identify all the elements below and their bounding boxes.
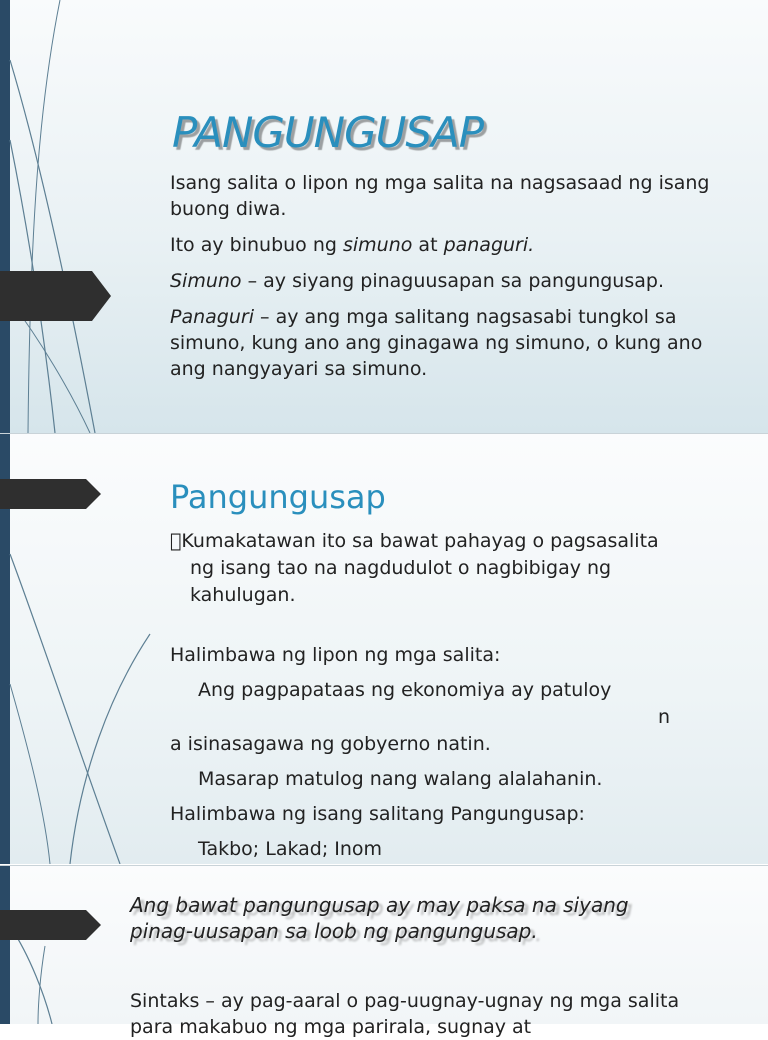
example-heading: Halimbawa ng isang salitang Pangungusap: [170,803,585,825]
slide-title: Pangungusap [170,478,386,516]
decorative-lines [0,0,140,433]
example-line: Ang pagpapataas ng ekonomiya ay patuloy [198,679,612,701]
quote-text: Ang bawat pangungusap ay may paksa na siyang pinag-uusapan sa loob ng pangungusap. [130,893,629,943]
text-span: – ay siyang pinaguusapan sa pangungusap. [241,270,664,292]
arrow-marker-icon [0,910,102,940]
text-span: at [412,234,444,256]
arrow-marker-icon [0,479,102,509]
slide-1 [0,0,768,433]
example-line: a isinasagawa ng gobyerno natin. [170,733,491,755]
slide-title: PANGUNGUSAP [172,108,484,157]
decorative-lines [0,866,120,1024]
slide-body: Sintaks – ay pag-aaral o pag-uugnay-ugnay ng mga salita para makabuo ng mga parirala, sugnay at [130,990,680,1038]
term-panaguri: panaguri. [443,234,535,256]
example-line: n [658,706,671,728]
example-line: Masarap matulog nang walang alalahanin. [198,768,603,790]
example-heading: Halimbawa ng lipon ng mga salita: [170,644,501,666]
example-line: Takbo; Lakad; Inom [198,838,383,860]
bullet-line: Kumakatawan ito sa bawat pahayag o pagsasalita [170,530,648,552]
definition-text: Isang salita o lipon ng mga salita na nagsasaad ng isang buong diwa. [170,172,710,220]
slide-body [170,528,730,863]
slide-body [170,170,730,392]
term-simuno: simuno [342,234,413,256]
bullet-line: ng isang tao na nagdudulot o nagbibigay ng [190,557,612,579]
panaguri-definition [170,304,730,382]
term-simuno: Simuno [170,270,242,292]
composition-text [170,232,730,258]
arrow-marker-icon [0,271,112,321]
simuno-definition [170,268,730,294]
term-panaguri: Panaguri [170,306,254,328]
bullet-line: kahulugan. [190,584,296,606]
text-span: – ay ang mga salitang nagsasabi tungkol sa simuno, kung ano ang ginagawa ng simuno, o kung ano ang nangyayari sa simuno. [170,306,703,380]
text-span: Ito ay binubuo ng [170,234,343,256]
